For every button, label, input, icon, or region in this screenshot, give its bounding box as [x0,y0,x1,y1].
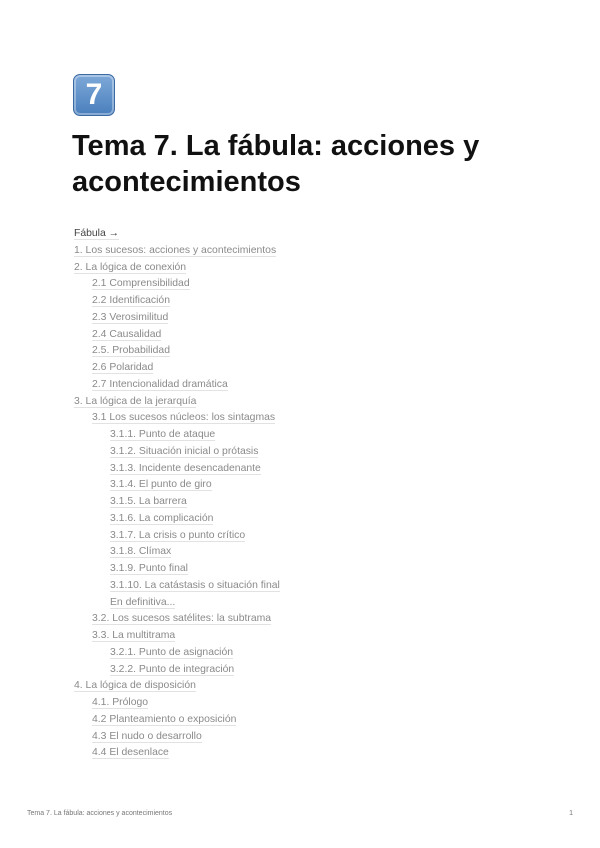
toc-link[interactable]: 3.1.5. La barrera [110,496,187,507]
toc-link[interactable]: 3.1.2. Situación inicial o prótasis [110,445,259,457]
toc-entry[interactable] [74,745,534,762]
toc-link[interactable]: 4. La lógica de disposición [74,680,196,692]
toc-link[interactable]: 3.1.1. Punto de ataque [110,429,216,440]
badge-number: 7 [85,78,103,111]
toc-entry[interactable] [74,595,534,612]
toc-link[interactable]: 4.1. Prólogo [92,697,149,708]
toc-entry[interactable] [74,293,534,310]
toc-link[interactable]: En definitiva... [110,596,176,608]
toc-entry[interactable] [74,226,534,243]
toc-entry[interactable] [74,561,534,578]
toc-entry[interactable] [74,343,534,360]
toc-link[interactable]: 3.2.2. Punto de integración [110,663,235,675]
toc-entry[interactable] [74,260,534,277]
toc-entry[interactable] [74,310,534,327]
page-footer [27,810,573,817]
footer-title: Tema 7. La fábula: acciones y acontecimientos [27,810,173,817]
toc-link[interactable]: 2.1 Comprensibilidad [92,278,190,290]
toc-entry[interactable] [74,243,534,260]
toc-link[interactable]: 3. La lógica de la jerarquía [74,395,197,407]
page-title: Tema 7. La fábula: acciones y acontecimientos [72,130,480,198]
toc-entry[interactable] [74,477,534,494]
toc-link[interactable]: 3.2. Los sucesos satélites: la subtrama [92,613,272,625]
toc-entry[interactable] [74,461,534,478]
toc-entry[interactable] [74,427,534,444]
toc-link[interactable]: 3.1.9. Punto final [110,563,188,574]
toc-entry[interactable] [74,645,534,662]
toc-entry[interactable] [74,678,534,695]
toc-link[interactable]: 3.1.4. El punto de giro [110,479,212,491]
toc-link[interactable]: 1. Los sucesos: acciones y acontecimientos [74,244,277,256]
toc-link[interactable]: 4.2 Planteamiento o exposición [92,713,237,725]
toc-entry[interactable] [74,729,534,746]
toc-entry[interactable] [74,611,534,628]
toc-entry[interactable] [74,394,534,411]
toc-link[interactable]: 2.6 Polaridad [92,362,154,373]
toc-link[interactable]: 2.4 Causalidad [92,328,162,340]
toc-link[interactable]: 2.3 Verosimilitud [92,311,169,323]
toc-entry[interactable] [74,410,534,427]
toc-link[interactable]: 3.1.10. La catástasis o situación final [110,579,280,591]
keycap-7-icon [73,74,115,116]
toc-link[interactable]: 4.4 El desenlace [92,747,169,759]
toc-link[interactable]: Fábula → [74,228,120,239]
toc-link[interactable]: 3.1.7. La crisis o punto crítico [110,529,246,541]
toc-entry[interactable] [74,444,534,461]
toc-entry[interactable] [74,712,534,729]
toc-link[interactable]: 2.5. Probabilidad [92,345,170,357]
toc-entry[interactable] [74,360,534,377]
toc-entry[interactable] [74,327,534,344]
toc-link[interactable]: 3.3. La multitrama [92,630,176,641]
toc-entry[interactable] [74,662,534,679]
toc-link[interactable]: 3.1 Los sucesos núcleos: los sintagmas [92,412,276,424]
toc-link[interactable]: 3.1.8. Clímax [110,546,172,558]
toc-entry[interactable] [74,528,534,545]
toc-link[interactable]: 3.1.3. Incidente desencadenante [110,462,261,474]
toc-entry[interactable] [74,377,534,394]
page-number: 1 [569,810,573,817]
toc-entry[interactable] [74,628,534,645]
toc-entry[interactable] [74,544,534,561]
toc-link[interactable]: 3.2.1. Punto de asignación [110,646,234,658]
toc-link[interactable]: 2.7 Intencionalidad dramática [92,378,228,390]
toc-entry[interactable] [74,695,534,712]
toc-link[interactable]: 4.3 El nudo o desarrollo [92,730,202,742]
toc-link[interactable]: 3.1.6. La complicación [110,512,214,524]
toc-link[interactable]: 2.2 Identificación [92,295,170,306]
table-of-contents [74,226,534,762]
toc-link[interactable]: 2. La lógica de conexión [74,261,187,273]
toc-entry[interactable] [74,494,534,511]
toc-entry[interactable] [74,578,534,595]
toc-entry[interactable] [74,511,534,528]
toc-entry[interactable] [74,276,534,293]
